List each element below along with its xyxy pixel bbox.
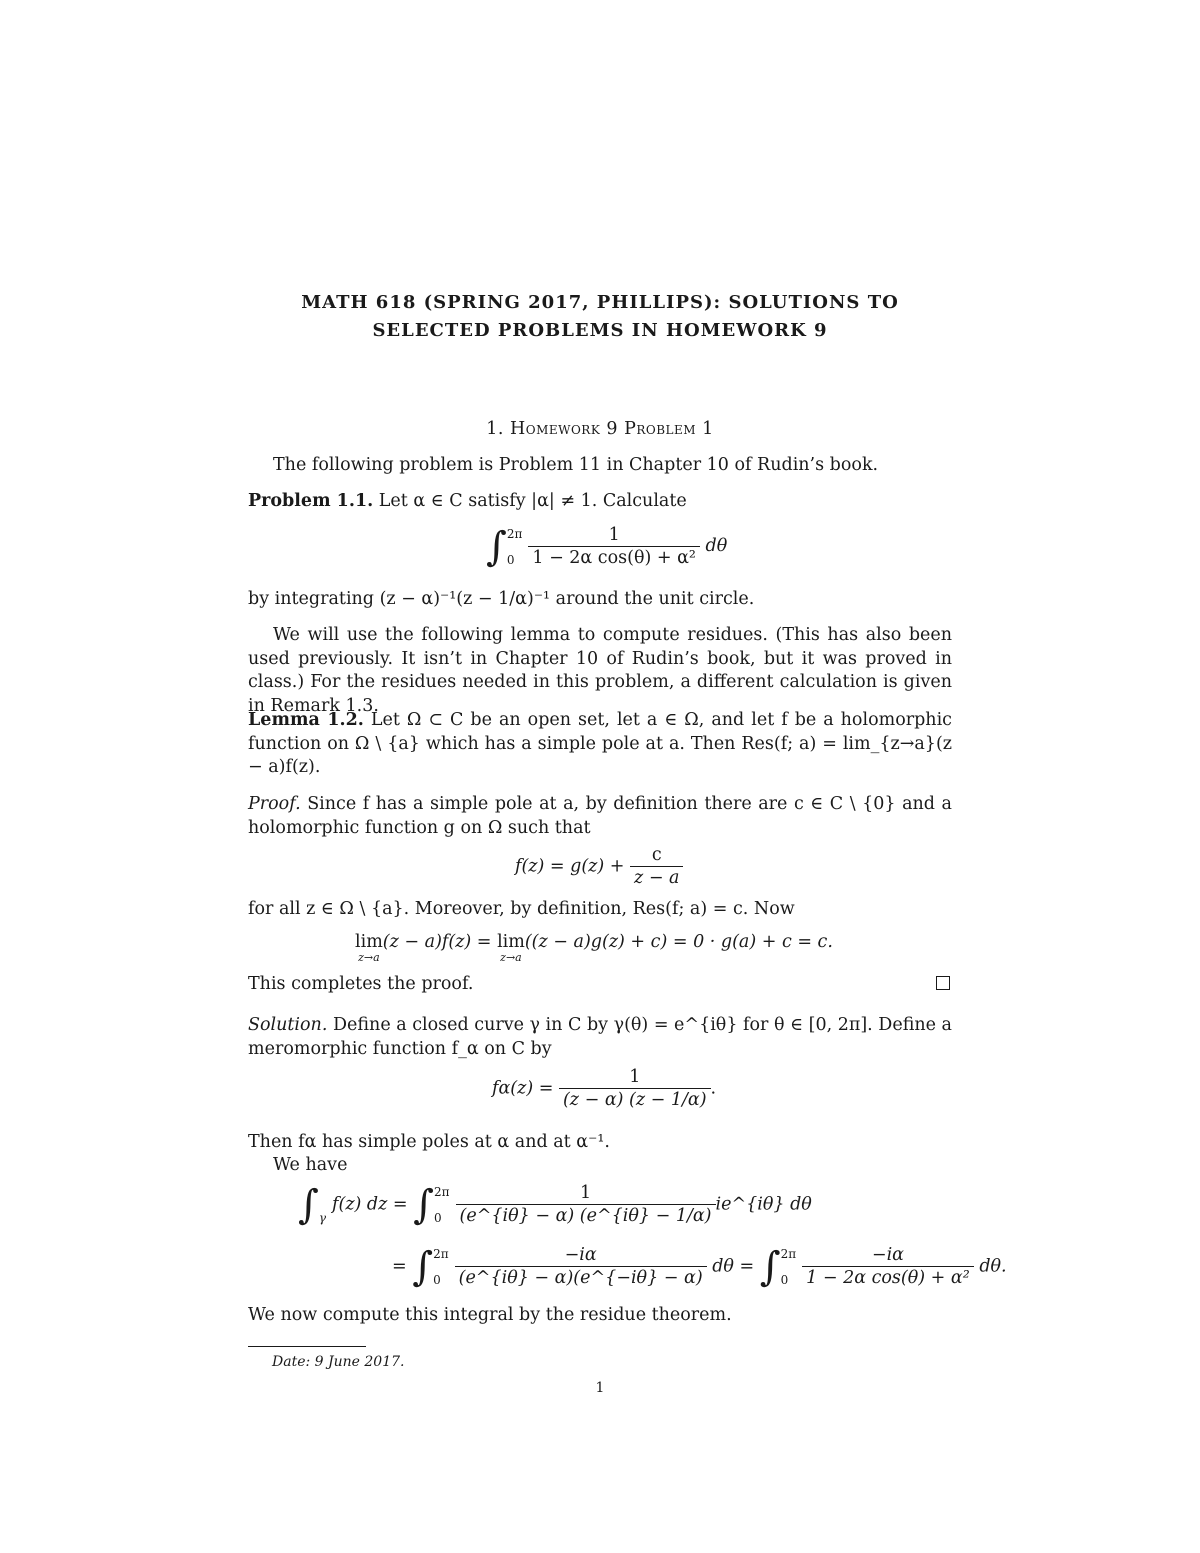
line2-den-1: (e^{iθ} − α)(e^{−iθ} − α) — [458, 1268, 703, 1288]
contour-integral-sign-icon: ∫ — [298, 1181, 319, 1228]
footnote-date: Date: 9 June 2017. — [272, 1354, 405, 1370]
line2-equals: = — [392, 1256, 407, 1277]
f-def-left: fα(z) = — [492, 1078, 554, 1099]
proof-label: Proof. — [248, 794, 301, 814]
proof-eq-fraction — [630, 844, 683, 889]
proof-eq-num: c — [630, 844, 683, 867]
proof-paragraph — [248, 793, 952, 840]
contour-subscript — [319, 1186, 326, 1224]
problem-label: Problem 1.1. — [248, 491, 374, 511]
problem-integral — [486, 524, 727, 569]
solution-paragraph — [248, 1014, 952, 1061]
lemma-label: Lemma 1.2. — [248, 710, 364, 730]
integral-differential: dθ — [705, 536, 728, 556]
line2-tail: dθ. — [979, 1256, 1007, 1277]
lim-word-2: lim — [497, 932, 525, 952]
line1-tail: ie^{iθ} dθ — [715, 1194, 812, 1215]
integral-line-1 — [298, 1182, 812, 1227]
f-def-fraction — [559, 1066, 711, 1111]
integral-lower: 0 — [506, 552, 515, 567]
line2-upper-2: 2π — [780, 1246, 797, 1261]
integrand-denominator: 1 − 2α cos(θ) + α² — [532, 548, 696, 568]
integral-line-2 — [392, 1244, 1007, 1289]
line1-integral-sign-icon: ∫ — [413, 1181, 435, 1228]
poles-statement: Then fα has simple poles at α and at α⁻¹. — [248, 1132, 610, 1152]
line1-upper: 2π — [434, 1184, 450, 1199]
f-alpha-definition — [492, 1066, 716, 1111]
title-line-1: MATH 618 (SPRING 2017, PHILLIPS): SOLUTIONS TO — [301, 292, 899, 313]
line1-lower: 0 — [434, 1210, 442, 1225]
integral-upper: 2π — [506, 526, 523, 541]
contour-gamma: γ — [318, 1210, 327, 1225]
line1-limits — [434, 1186, 450, 1224]
line2-fraction-2 — [802, 1244, 974, 1289]
paper-title — [0, 289, 1200, 345]
solution-label: Solution. — [248, 1015, 328, 1035]
line2-limits-2 — [781, 1248, 797, 1286]
line1-num: 1 — [456, 1182, 716, 1205]
intro-paragraph: The following problem is Problem 11 in Chapter 10 of Rudin’s book. — [273, 455, 879, 475]
limit-eq-part-a: (z − a)f(z) = — [382, 932, 492, 952]
integral-sign-icon: ∫ — [486, 523, 507, 570]
problem-text: Let α ∈ C satisfy |α| ≠ 1. Calculate — [378, 491, 687, 511]
proof-eq-den: z − a — [634, 868, 680, 888]
lim-word-1: lim — [355, 932, 383, 952]
qed-square-icon — [936, 976, 950, 990]
line2-num-1: −iα — [455, 1244, 707, 1267]
proof-eq-left: f(z) = g(z) + — [515, 856, 625, 877]
solution-text: Define a closed curve γ in C by γ(θ) = e^{iθ} for θ ∈ [0, 2π]. Define a meromorphic function f_α on C by — [248, 1015, 952, 1059]
solution-closing: We now compute this integral by the residue theorem. — [248, 1305, 732, 1325]
integrand-fraction — [528, 524, 700, 569]
line2-upper-1: 2π — [433, 1246, 449, 1261]
limit-1 — [355, 932, 383, 964]
line2-limits-1 — [433, 1248, 449, 1286]
problem-statement — [248, 490, 952, 514]
lemma-statement — [248, 709, 952, 780]
integrand-numerator: 1 — [528, 524, 700, 547]
page-number: 1 — [595, 1380, 605, 1396]
lemma-intro: We will use the following lemma to compute residues. (This has also been used previously. It isn’t in Chapter 10 of Rudin’s book, but it was proved in class.) For the residues needed in this problem, a different calculation is given in Remark 1.3. — [248, 625, 952, 716]
limit-equation — [355, 932, 833, 964]
problem-method: by integrating (z − α)⁻¹(z − 1/α)⁻¹ around the unit circle. — [248, 589, 755, 609]
title-line-2: SELECTED PROBLEMS IN HOMEWORK 9 — [372, 320, 828, 341]
line2-num-2: −iα — [802, 1244, 974, 1267]
lim-sub-2: z→a — [500, 951, 522, 964]
proof-text: Since f has a simple pole at a, by definition there are c ∈ C \ {0} and a holomorphic function g on Ω such that — [248, 794, 952, 838]
section-heading: 1. Homework 9 Problem 1 — [486, 419, 714, 439]
proof-closing: This completes the proof. — [248, 974, 474, 994]
line2-fraction-1 — [455, 1244, 707, 1289]
lemma-text: Let Ω ⊂ C be an open set, let a ∈ Ω, and let f be a holomorphic function on Ω \ {a} which has a simple pole at a. Then Res(f; a) = lim_{z→a}(z − a)f(z). — [248, 710, 952, 777]
line2-lower-1: 0 — [433, 1272, 441, 1287]
lim-sub-1: z→a — [358, 951, 380, 964]
integral-limits — [507, 528, 523, 566]
line1-fraction — [456, 1182, 716, 1227]
proof-equation — [515, 844, 683, 889]
we-have: We have — [273, 1155, 348, 1175]
footnote-rule — [248, 1346, 366, 1347]
f-def-period: . — [710, 1078, 717, 1099]
limit-2 — [497, 932, 525, 964]
proof-after-eq: for all z ∈ Ω \ {a}. Moreover, by definition, Res(f; a) = c. Now — [248, 899, 795, 919]
limit-eq-part-b: ((z − a)g(z) + c) = 0 · g(a) + c = c. — [524, 932, 833, 952]
f-def-den: (z − α) (z − 1/α) — [562, 1090, 707, 1110]
line1-den: (e^{iθ} − α) (e^{iθ} − 1/α) — [459, 1206, 712, 1226]
line2-integral-sign-icon-1: ∫ — [412, 1243, 434, 1290]
line2-mid: dθ = — [712, 1256, 755, 1277]
f-def-num: 1 — [559, 1066, 711, 1089]
line2-integral-sign-icon-2: ∫ — [759, 1243, 781, 1290]
line1-left: f(z) dz = — [332, 1194, 408, 1215]
line2-lower-2: 0 — [780, 1272, 789, 1287]
line2-den-2: 1 − 2α cos(θ) + α² — [806, 1268, 970, 1288]
